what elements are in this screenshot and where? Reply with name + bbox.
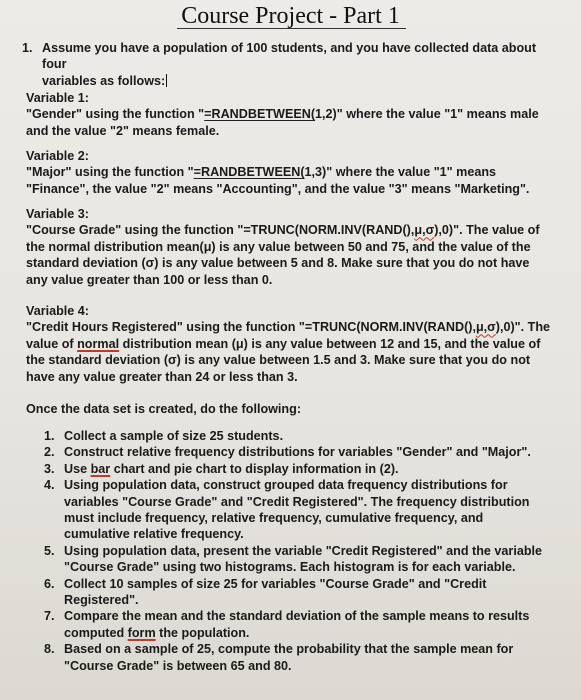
function-name: =RANDBETWEEN( — [204, 107, 316, 122]
item-number: 5. — [44, 543, 55, 558]
item-number: 8. — [44, 642, 55, 657]
page-title: Course Project - Part 1 — [181, 3, 400, 29]
desc-pre: "Gender" using the function " — [26, 107, 205, 122]
desc-pre: "Credit Hours Registered" using the function "=TRUNC(NORM.INV(RAND(), — [26, 320, 476, 335]
item-text: Using population data, present the variable "Credit Registered" and the variable "Course Grade" using two histograms. Each histogram is for each variable. — [64, 543, 543, 575]
text-cursor — [166, 74, 167, 87]
question-line-2 — [42, 73, 562, 89]
desc-post: ),0)". The value of — [26, 320, 551, 351]
underlined-word: bar — [90, 461, 111, 476]
item-number: 7. — [44, 609, 55, 624]
task-list — [44, 428, 544, 674]
list-item — [44, 543, 544, 576]
variable-description — [26, 222, 554, 288]
item-text: Based on a sample of 25, compute the probability that the sample mean for "Course Grade" is between 65 and 80. — [64, 642, 514, 673]
question-line-1: Assume you have a population of 100 students, and you have collected data about four — [42, 41, 537, 72]
variable-2 — [26, 148, 554, 197]
variable-3 — [26, 206, 554, 288]
item-text-post: the population. — [155, 625, 250, 640]
variable-heading: Variable 3: — [26, 207, 90, 221]
variable-description — [26, 106, 554, 139]
variable-heading: Variable 4: — [26, 304, 90, 318]
item-text: Compare the mean and the standard deviation of the sample means to results computed — [64, 609, 530, 640]
function-params: μ,σ — [414, 223, 435, 238]
variable-4 — [26, 303, 554, 385]
desc-post: ),0)". The value of the normal distribution mean(μ) is any value between 50 and 75, and the value of the standard deviation (σ) is any value between 5 and 8. Make sure that you do not have any value greater than 100 or less than 0. — [26, 223, 540, 287]
list-item — [44, 477, 544, 543]
item-text: Using population data, construct grouped data frequency distributions for variables "Course Grade" and "Credit Registered". The frequency distribution must include frequency, relative frequency, cumulative frequency, and cumulative relative frequency. — [64, 478, 530, 542]
item-text: Collect a sample of size 25 students. — [64, 429, 284, 443]
question-1 — [22, 40, 562, 89]
item-text: Construct relative frequency distributions for variables "Gender" and "Major". — [64, 445, 531, 460]
variable-description — [26, 164, 554, 197]
list-item — [44, 576, 544, 609]
underlined-word: normal — [77, 336, 120, 351]
item-number: 6. — [44, 576, 55, 591]
variable-heading: Variable 1: — [26, 91, 90, 105]
item-number: 4. — [44, 478, 55, 493]
title-underline — [177, 28, 406, 29]
desc-pre: "Major" using the function " — [26, 165, 194, 180]
list-item — [44, 428, 544, 444]
function-name: =RANDBETWEEN( — [193, 165, 305, 180]
variable-heading: Variable 2: — [26, 149, 90, 163]
variable-description — [26, 319, 554, 385]
function-params: μ,σ — [475, 320, 496, 335]
item-number: 3. — [44, 461, 55, 476]
variable-1 — [26, 90, 554, 139]
list-item — [44, 608, 544, 641]
item-text: Collect 10 samples of size 25 for variables "Course Grade" and "Credit Registered". — [64, 576, 487, 608]
item-number: 1. — [44, 429, 55, 443]
instruction: Once the data set is created, do the following: — [26, 402, 302, 416]
question-number: 1. — [22, 41, 33, 55]
desc-pre: "Course Grade" using the function "=TRUNC(NORM.INV(RAND(), — [26, 223, 415, 238]
underlined-word: form — [127, 625, 156, 640]
list-item — [44, 461, 544, 477]
item-text-post: chart and pie chart to display information in (2). — [110, 461, 399, 476]
desc-post: 1,3)" where the value "1" means "Finance", the value "2" means "Accounting", and the value "3" means "Marketing". — [26, 165, 530, 196]
desc-post: 1,2)" where the value "1" means male and the value "2" means female. — [26, 107, 539, 138]
item-text: Use — [64, 461, 91, 476]
item-number: 2. — [44, 445, 55, 460]
question-line-2-text: variables as follows: — [42, 73, 166, 88]
list-item — [44, 641, 544, 674]
desc-post-2: distribution mean (μ) is any value between 12 and 15, and the value of the standard deviation (σ) is any value between 1.5 and 3. Make sure that you do not have any value greater than 24 or less than 3. — [26, 336, 541, 384]
list-item — [44, 444, 544, 460]
